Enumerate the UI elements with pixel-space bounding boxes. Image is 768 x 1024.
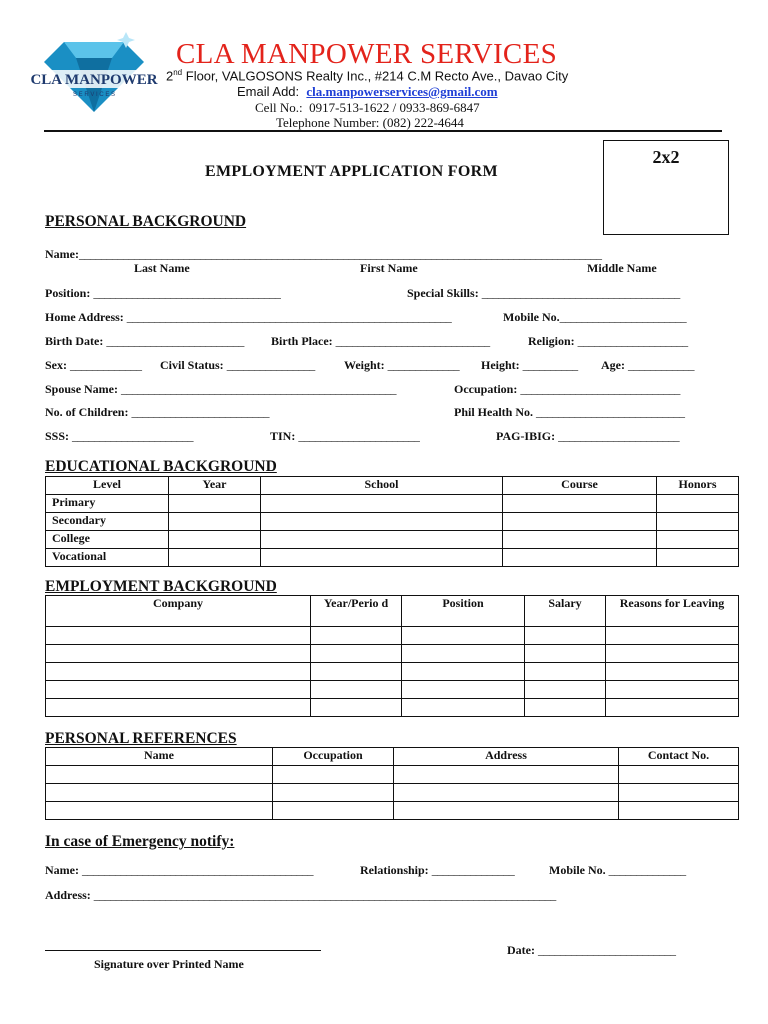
- educational-table: [45, 476, 739, 567]
- table-row[interactable]: [46, 627, 739, 645]
- company-address: 2nd Floor, VALGOSONS Realty Inc., #214 C.M Recto Ave., Davao City: [166, 68, 569, 84]
- column-header: Company: [46, 596, 311, 627]
- weight-field[interactable]: Weight: _____________: [344, 358, 460, 372]
- column-header: Level: [46, 477, 169, 495]
- emergency-address-field[interactable]: Address: ____________________________________________________________________________________: [45, 888, 556, 902]
- table-row[interactable]: [46, 513, 739, 531]
- signature-line[interactable]: [45, 950, 321, 951]
- emergency-heading: In case of Emergency notify:: [45, 833, 235, 850]
- emergency-name-field[interactable]: Name: __________________________________________: [45, 863, 313, 877]
- name-field[interactable]: Name:_______________________________________________________________________________________________: [45, 247, 602, 261]
- age-field[interactable]: Age: ____________: [601, 358, 694, 372]
- birth-date-field[interactable]: Birth Date: _________________________: [45, 334, 244, 348]
- table-row[interactable]: [46, 663, 739, 681]
- column-header: Address: [394, 748, 619, 766]
- table-header-row: [46, 748, 739, 766]
- level-cell: Vocational: [46, 549, 169, 567]
- column-header: Salary: [525, 596, 606, 627]
- personal-references-heading: PERSONAL REFERENCES: [45, 730, 237, 747]
- svg-text:CLA MANPOWER: CLA MANPOWER: [30, 72, 158, 88]
- table-row[interactable]: [46, 495, 739, 513]
- special-skills-field[interactable]: Special Skills: ____________________________________: [407, 286, 680, 300]
- signature-label: Signature over Printed Name: [94, 957, 244, 971]
- table-row[interactable]: [46, 681, 739, 699]
- column-header: School: [261, 477, 503, 495]
- level-cell: College: [46, 531, 169, 549]
- tin-field[interactable]: TIN: ______________________: [270, 429, 420, 443]
- sex-field[interactable]: Sex: _____________: [45, 358, 142, 372]
- personal-background-heading: PERSONAL BACKGROUND: [45, 213, 247, 230]
- employment-table: [45, 595, 739, 717]
- company-cell-line: Cell No.: 0917-513-1622 / 0933-869-6847: [255, 100, 480, 115]
- column-header: Occupation: [273, 748, 394, 766]
- home-address-field[interactable]: Home Address: ___________________________________________________________: [45, 310, 452, 324]
- level-cell: Secondary: [46, 513, 169, 531]
- spouse-name-field[interactable]: Spouse Name: __________________________________________________: [45, 382, 397, 396]
- table-row[interactable]: [46, 699, 739, 717]
- children-field[interactable]: No. of Children: _________________________: [45, 405, 269, 419]
- employment-background-heading: EMPLOYMENT BACKGROUND: [45, 578, 277, 595]
- occupation-field[interactable]: Occupation: _____________________________: [454, 382, 680, 396]
- svg-text:S E R V I C E S: S E R V I C E S: [72, 92, 116, 98]
- column-header: Year/Perio d: [311, 596, 402, 627]
- table-row[interactable]: [46, 784, 739, 802]
- date-field[interactable]: Date: _________________________: [507, 943, 676, 957]
- emergency-mobile-field[interactable]: Mobile No. ______________: [549, 863, 686, 877]
- company-name: CLA MANPOWER SERVICES: [176, 38, 558, 70]
- pagibig-field[interactable]: PAG-IBIG: ______________________: [496, 429, 680, 443]
- position-field[interactable]: Position: __________________________________: [45, 286, 281, 300]
- middle-name-caption: Middle Name: [587, 261, 657, 275]
- table-row[interactable]: [46, 549, 739, 567]
- photo-box: 2x2: [603, 140, 729, 235]
- table-row[interactable]: [46, 802, 739, 820]
- first-name-caption: First Name: [360, 261, 418, 275]
- table-row[interactable]: [46, 766, 739, 784]
- company-logo: [28, 28, 160, 118]
- form-title: EMPLOYMENT APPLICATION FORM: [205, 163, 498, 180]
- header-divider: [44, 130, 722, 132]
- birth-place-field[interactable]: Birth Place: ____________________________: [271, 334, 490, 348]
- references-table: [45, 747, 739, 820]
- column-header: Contact No.: [619, 748, 739, 766]
- table-header-row: [46, 477, 739, 495]
- column-header: Year: [169, 477, 261, 495]
- column-header: Honors: [657, 477, 739, 495]
- table-row[interactable]: [46, 645, 739, 663]
- mobile-field[interactable]: Mobile No._______________________: [503, 310, 687, 324]
- philhealth-field[interactable]: Phil Health No. ___________________________: [454, 405, 685, 419]
- email-link[interactable]: cla.manpowerservices@gmail.com: [306, 84, 498, 99]
- educational-background-heading: EDUCATIONAL BACKGROUND: [45, 458, 277, 475]
- column-header: Course: [503, 477, 657, 495]
- relationship-field[interactable]: Relationship: _______________: [360, 863, 515, 877]
- last-name-caption: Last Name: [134, 261, 190, 275]
- column-header: Position: [402, 596, 525, 627]
- company-email-line: Email Add: cla.manpowerservices@gmail.com: [237, 84, 498, 99]
- table-header-row: [46, 596, 739, 627]
- sss-field[interactable]: SSS: ______________________: [45, 429, 194, 443]
- table-row[interactable]: [46, 531, 739, 549]
- civil-status-field[interactable]: Civil Status: ________________: [160, 358, 315, 372]
- column-header: Name: [46, 748, 273, 766]
- religion-field[interactable]: Religion: ____________________: [528, 334, 688, 348]
- level-cell: Primary: [46, 495, 169, 513]
- height-field[interactable]: Height: __________: [481, 358, 578, 372]
- company-telephone-line: Telephone Number: (082) 222-4644: [276, 115, 464, 130]
- column-header: Reasons for Leaving: [606, 596, 739, 627]
